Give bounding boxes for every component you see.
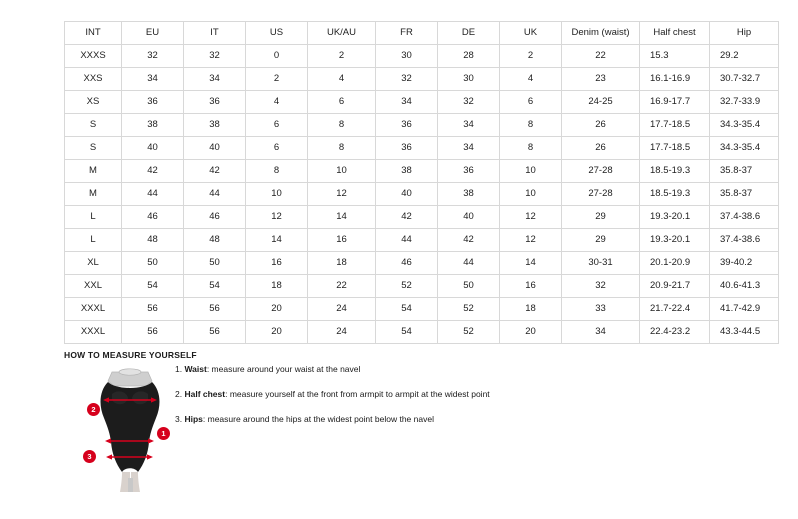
- cell-hip: 35.8-37: [710, 160, 779, 183]
- column-header-uk: UK: [500, 22, 562, 45]
- cell-int: S: [65, 137, 122, 160]
- cell-eu: 50: [122, 252, 184, 275]
- table-row: [65, 45, 779, 68]
- cell-denim: 34: [562, 321, 640, 344]
- cell-eu: 42: [122, 160, 184, 183]
- cell-de: 38: [438, 183, 500, 206]
- cell-int: L: [65, 206, 122, 229]
- step-number-1: 1.: [175, 364, 183, 374]
- cell-it: 36: [184, 91, 246, 114]
- cell-ukau: 6: [308, 91, 376, 114]
- table-row: [65, 229, 779, 252]
- measure-steps-list: [175, 364, 615, 439]
- step-term-waist: Waist: [184, 364, 207, 374]
- cell-half-chest: 20.1-20.9: [640, 252, 710, 275]
- cell-ukau: 4: [308, 68, 376, 91]
- cell-eu: 46: [122, 206, 184, 229]
- cell-denim: 27-28: [562, 183, 640, 206]
- cell-int: S: [65, 114, 122, 137]
- cell-fr: 42: [376, 206, 438, 229]
- table-row: [65, 183, 779, 206]
- cell-us: 10: [246, 183, 308, 206]
- step-term-half-chest: Half chest: [184, 389, 226, 400]
- size-chart-table: [64, 21, 779, 344]
- step-text-hips: : measure around the hips at the widest point below the navel: [202, 414, 434, 425]
- cell-half-chest: 17.7-18.5: [640, 137, 710, 160]
- cell-eu: 38: [122, 114, 184, 137]
- cell-half-chest: 22.4-23.2: [640, 321, 710, 344]
- cell-half-chest: 18.5-19.3: [640, 160, 710, 183]
- step-text-half-chest: : measure yourself at the front from armpit to armpit at the widest point: [225, 389, 490, 400]
- cell-eu: 36: [122, 91, 184, 114]
- cell-it: 34: [184, 68, 246, 91]
- cell-de: 30: [438, 68, 500, 91]
- cell-fr: 36: [376, 137, 438, 160]
- cell-half-chest: 20.9-21.7: [640, 275, 710, 298]
- measure-badge-2: 2: [87, 403, 100, 416]
- cell-int: XS: [65, 91, 122, 114]
- step-number-2: 2.: [175, 389, 183, 400]
- table-row: [65, 160, 779, 183]
- cell-us: 0: [246, 45, 308, 68]
- column-header-denim-waist: Denim (waist): [562, 22, 640, 45]
- cell-uk: 8: [500, 137, 562, 160]
- cell-de: 50: [438, 275, 500, 298]
- cell-us: 20: [246, 298, 308, 321]
- cell-denim: 22: [562, 45, 640, 68]
- cell-int: XXXL: [65, 298, 122, 321]
- cell-it: 46: [184, 206, 246, 229]
- cell-hip: 34.3-35.4: [710, 137, 779, 160]
- table-row: [65, 114, 779, 137]
- cell-int: L: [65, 229, 122, 252]
- cell-ukau: 12: [308, 183, 376, 206]
- cell-eu: 40: [122, 137, 184, 160]
- cell-denim: 26: [562, 137, 640, 160]
- cell-eu: 32: [122, 45, 184, 68]
- cell-us: 6: [246, 137, 308, 160]
- measure-badge-3: 3: [83, 450, 96, 463]
- cell-half-chest: 17.7-18.5: [640, 114, 710, 137]
- cell-it: 40: [184, 137, 246, 160]
- column-header-fr: FR: [376, 22, 438, 45]
- cell-it: 38: [184, 114, 246, 137]
- cell-hip: 30.7-32.7: [710, 68, 779, 91]
- column-header-hip: Hip: [710, 22, 779, 45]
- table-row: [65, 275, 779, 298]
- cell-it: 50: [184, 252, 246, 275]
- cell-us: 12: [246, 206, 308, 229]
- cell-it: 54: [184, 275, 246, 298]
- column-header-us: US: [246, 22, 308, 45]
- cell-uk: 16: [500, 275, 562, 298]
- cell-de: 44: [438, 252, 500, 275]
- cell-hip: 39-40.2: [710, 252, 779, 275]
- cell-uk: 12: [500, 229, 562, 252]
- cell-de: 52: [438, 321, 500, 344]
- table-row: [65, 137, 779, 160]
- cell-uk: 20: [500, 321, 562, 344]
- cell-int: XL: [65, 252, 122, 275]
- cell-int: XXS: [65, 68, 122, 91]
- how-to-measure-title: HOW TO MEASURE YOURSELF: [64, 350, 197, 360]
- cell-fr: 34: [376, 91, 438, 114]
- cell-us: 16: [246, 252, 308, 275]
- cell-uk: 4: [500, 68, 562, 91]
- measure-badge-1: 1: [157, 427, 170, 440]
- table-header-row: [65, 22, 779, 45]
- cell-de: 34: [438, 114, 500, 137]
- cell-us: 6: [246, 114, 308, 137]
- cell-ukau: 8: [308, 114, 376, 137]
- cell-de: 28: [438, 45, 500, 68]
- column-header-it: IT: [184, 22, 246, 45]
- column-header-int: INT: [65, 22, 122, 45]
- cell-fr: 52: [376, 275, 438, 298]
- cell-uk: 10: [500, 160, 562, 183]
- cell-us: 4: [246, 91, 308, 114]
- cell-ukau: 24: [308, 298, 376, 321]
- step-text-waist: : measure around your waist at the navel: [206, 364, 361, 374]
- cell-fr: 40: [376, 183, 438, 206]
- cell-denim: 26: [562, 114, 640, 137]
- cell-it: 32: [184, 45, 246, 68]
- column-header-eu: EU: [122, 22, 184, 45]
- table-row: [65, 91, 779, 114]
- cell-int: M: [65, 160, 122, 183]
- cell-denim: 32: [562, 275, 640, 298]
- cell-ukau: 16: [308, 229, 376, 252]
- cell-hip: 29.2: [710, 45, 779, 68]
- cell-eu: 34: [122, 68, 184, 91]
- cell-hip: 35.8-37: [710, 183, 779, 206]
- cell-eu: 56: [122, 321, 184, 344]
- cell-de: 32: [438, 91, 500, 114]
- cell-fr: 32: [376, 68, 438, 91]
- cell-uk: 10: [500, 183, 562, 206]
- cell-hip: 37.4-38.6: [710, 206, 779, 229]
- table-row: [65, 321, 779, 344]
- cell-fr: 46: [376, 252, 438, 275]
- cell-ukau: 2: [308, 45, 376, 68]
- cell-int: XXXL: [65, 321, 122, 344]
- mannequin-illustration: [78, 368, 188, 493]
- cell-int: M: [65, 183, 122, 206]
- cell-denim: 23: [562, 68, 640, 91]
- cell-it: 42: [184, 160, 246, 183]
- cell-int: XXXS: [65, 45, 122, 68]
- column-header-ukau: UK/AU: [308, 22, 376, 45]
- cell-fr: 38: [376, 160, 438, 183]
- table-body: [65, 45, 779, 344]
- cell-half-chest: 21.7-22.4: [640, 298, 710, 321]
- cell-fr: 54: [376, 298, 438, 321]
- cell-fr: 44: [376, 229, 438, 252]
- cell-hip: 41.7-42.9: [710, 298, 779, 321]
- cell-hip: 40.6-41.3: [710, 275, 779, 298]
- cell-us: 2: [246, 68, 308, 91]
- cell-uk: 6: [500, 91, 562, 114]
- cell-half-chest: 19.3-20.1: [640, 206, 710, 229]
- cell-it: 48: [184, 229, 246, 252]
- measure-step-hips: [175, 414, 615, 425]
- cell-hip: 32.7-33.9: [710, 91, 779, 114]
- cell-denim: 27-28: [562, 160, 640, 183]
- cell-int: XXL: [65, 275, 122, 298]
- cell-ukau: 8: [308, 137, 376, 160]
- cell-eu: 44: [122, 183, 184, 206]
- cell-ukau: 18: [308, 252, 376, 275]
- cell-us: 20: [246, 321, 308, 344]
- table-row: [65, 252, 779, 275]
- cell-denim: 29: [562, 229, 640, 252]
- cell-uk: 2: [500, 45, 562, 68]
- cell-hip: 37.4-38.6: [710, 229, 779, 252]
- cell-half-chest: 15.3: [640, 45, 710, 68]
- table-row: [65, 68, 779, 91]
- cell-half-chest: 16.1-16.9: [640, 68, 710, 91]
- cell-uk: 18: [500, 298, 562, 321]
- cell-uk: 14: [500, 252, 562, 275]
- cell-us: 18: [246, 275, 308, 298]
- cell-de: 40: [438, 206, 500, 229]
- cell-ukau: 14: [308, 206, 376, 229]
- cell-denim: 29: [562, 206, 640, 229]
- cell-fr: 30: [376, 45, 438, 68]
- table-row: [65, 298, 779, 321]
- cell-ukau: 22: [308, 275, 376, 298]
- step-number-3: 3.: [175, 414, 183, 425]
- cell-denim: 30-31: [562, 252, 640, 275]
- cell-ukau: 10: [308, 160, 376, 183]
- column-header-de: DE: [438, 22, 500, 45]
- cell-it: 56: [184, 321, 246, 344]
- cell-half-chest: 16.9-17.7: [640, 91, 710, 114]
- table-row: [65, 206, 779, 229]
- cell-half-chest: 19.3-20.1: [640, 229, 710, 252]
- cell-fr: 54: [376, 321, 438, 344]
- measure-step-half-chest: [175, 389, 615, 400]
- column-header-half-chest: Half chest: [640, 22, 710, 45]
- cell-eu: 48: [122, 229, 184, 252]
- size-chart-table-container: [64, 21, 761, 344]
- cell-hip: 43.3-44.5: [710, 321, 779, 344]
- cell-uk: 8: [500, 114, 562, 137]
- cell-eu: 54: [122, 275, 184, 298]
- cell-de: 36: [438, 160, 500, 183]
- cell-de: 52: [438, 298, 500, 321]
- measurement-figure: [78, 368, 188, 493]
- cell-uk: 12: [500, 206, 562, 229]
- cell-fr: 36: [376, 114, 438, 137]
- cell-half-chest: 18.5-19.3: [640, 183, 710, 206]
- cell-eu: 56: [122, 298, 184, 321]
- step-term-hips: Hips: [184, 414, 203, 425]
- cell-us: 14: [246, 229, 308, 252]
- cell-us: 8: [246, 160, 308, 183]
- cell-it: 44: [184, 183, 246, 206]
- cell-ukau: 24: [308, 321, 376, 344]
- measure-step-waist: [175, 364, 615, 375]
- cell-de: 34: [438, 137, 500, 160]
- cell-denim: 24-25: [562, 91, 640, 114]
- cell-de: 42: [438, 229, 500, 252]
- cell-it: 56: [184, 298, 246, 321]
- cell-hip: 34.3-35.4: [710, 114, 779, 137]
- cell-denim: 33: [562, 298, 640, 321]
